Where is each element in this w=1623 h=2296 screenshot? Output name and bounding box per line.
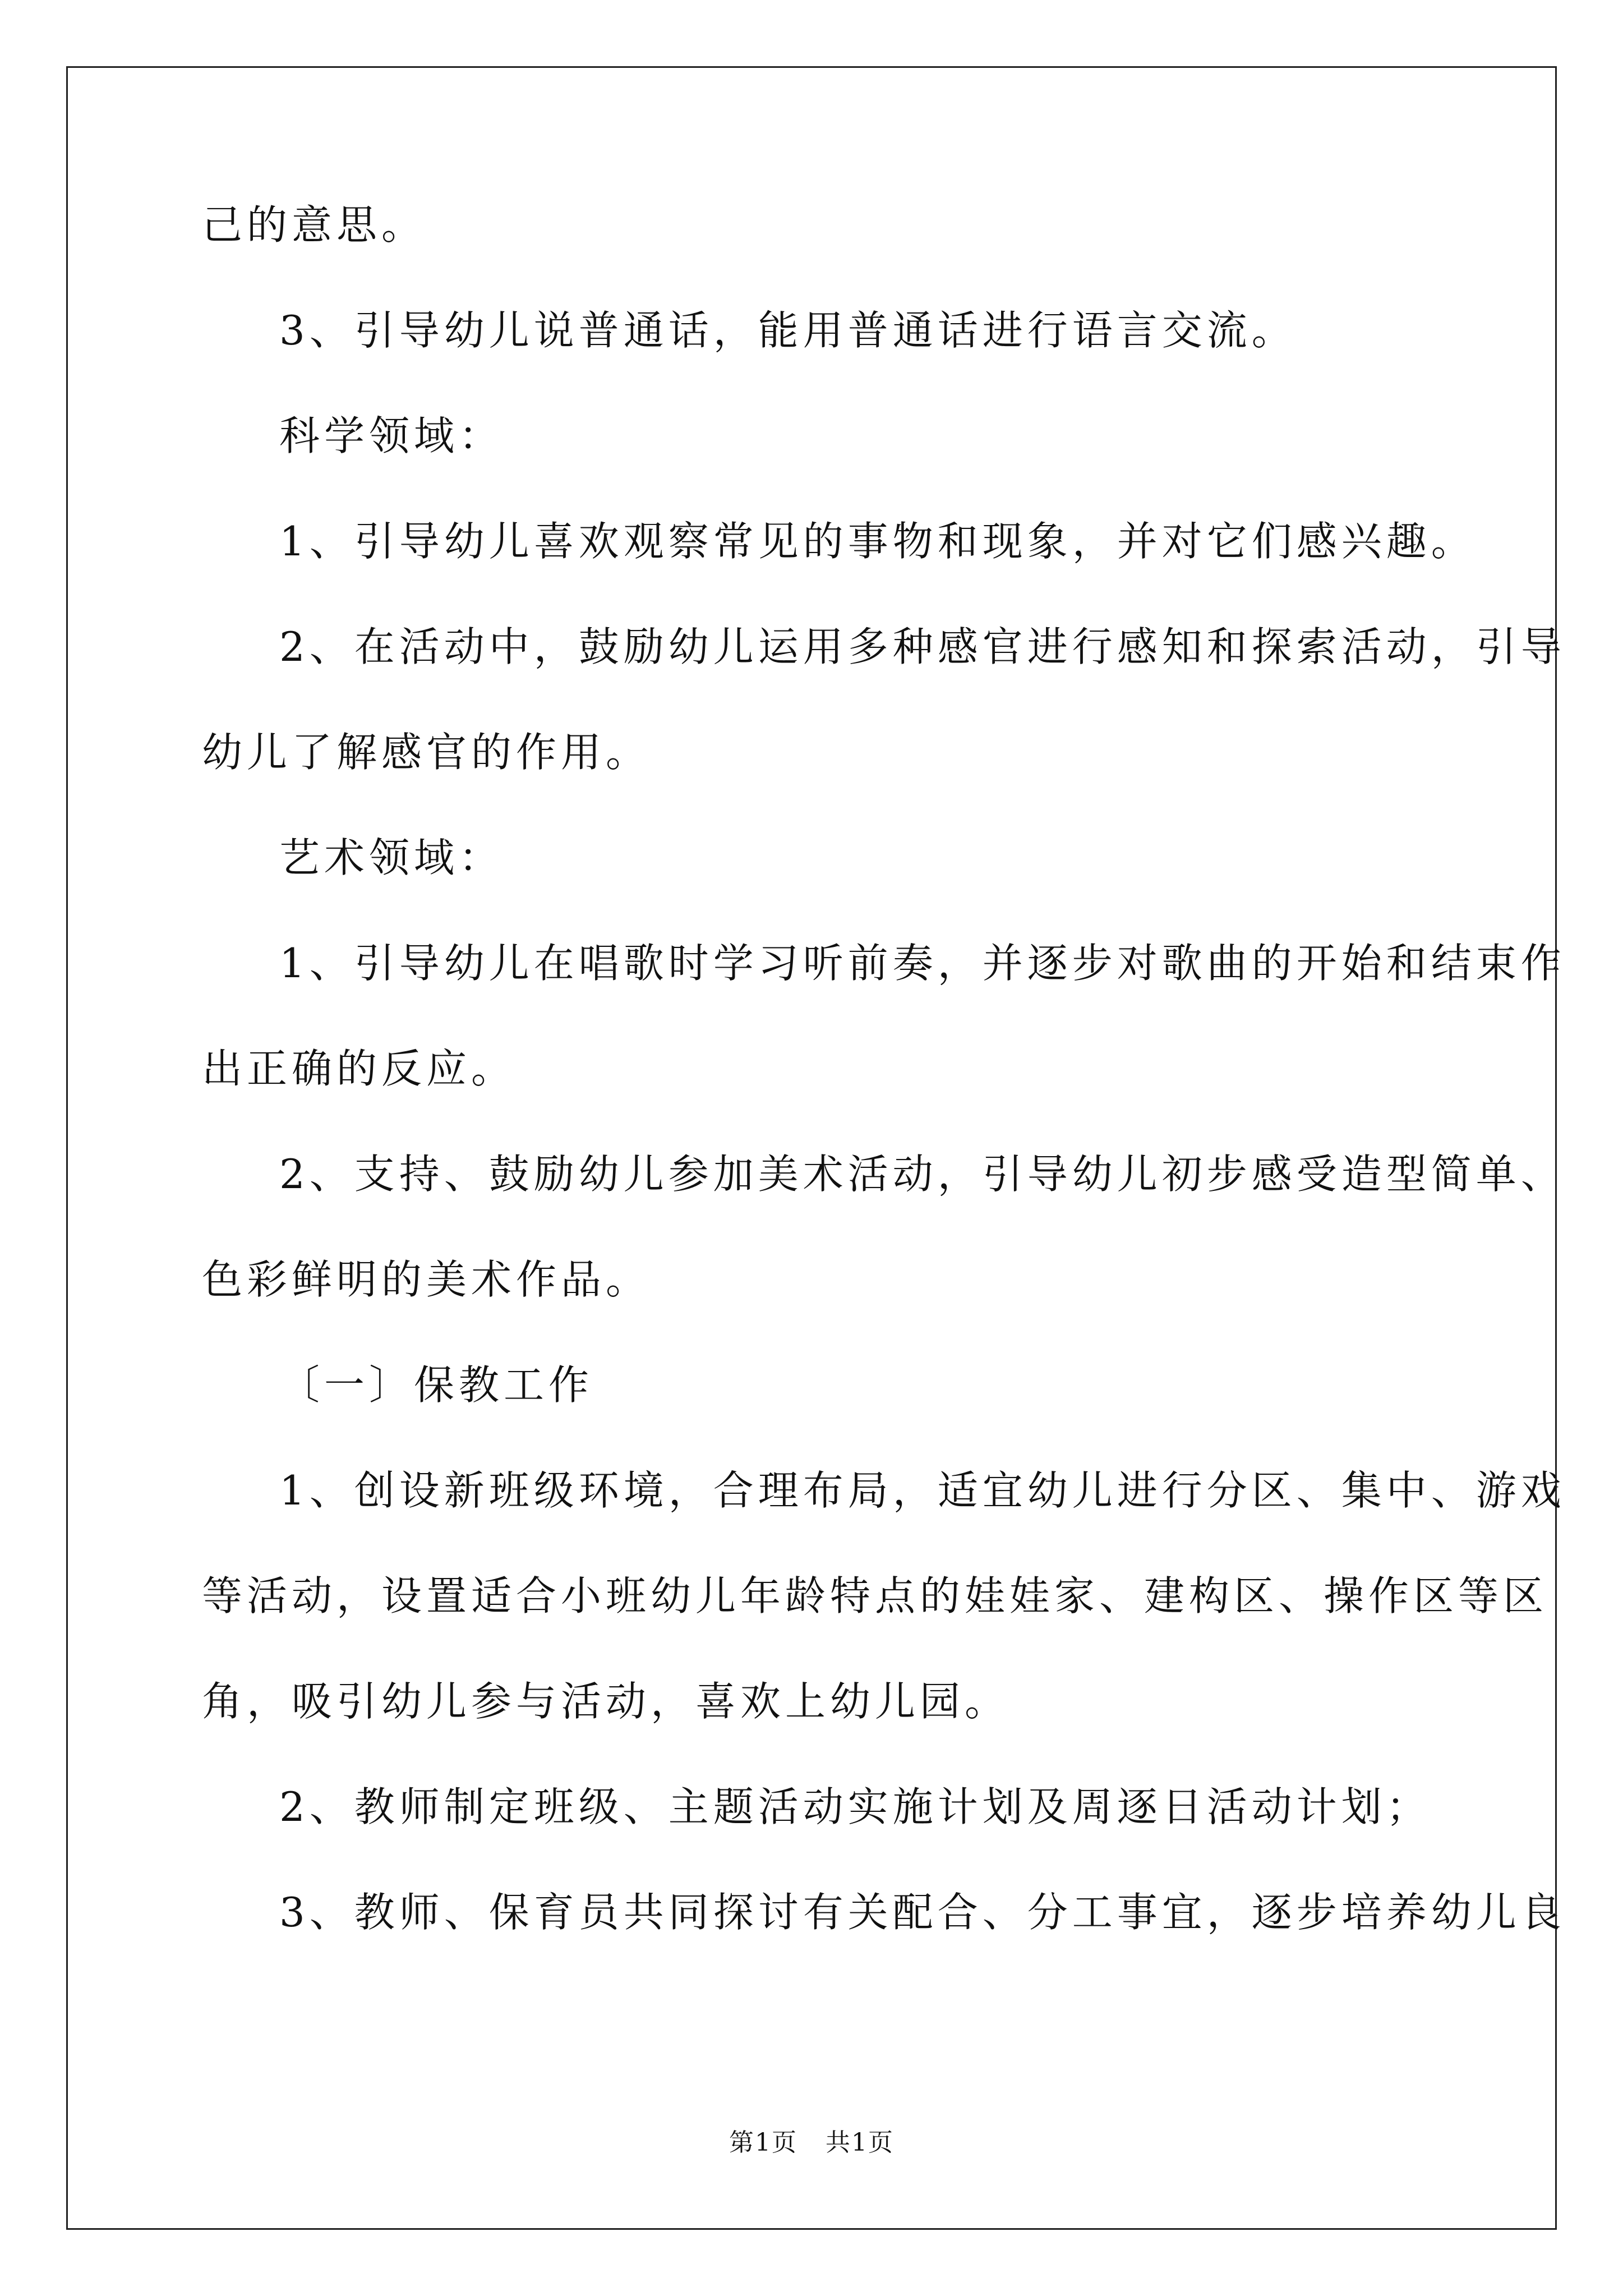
text-line-8: 1、引导幼儿在唱歌时学习听前奏，并逐步对歌曲的开始和结束作 bbox=[279, 940, 1566, 987]
text-line-17: 3、教师、保育员共同探讨有关配合、分工事宜，逐步培养幼儿良 bbox=[279, 1889, 1566, 1936]
text-line-1: 己的意思。 bbox=[202, 201, 427, 249]
text-line-11: 色彩鲜明的美术作品。 bbox=[202, 1256, 651, 1303]
text-line-5: 2、在活动中，鼓励幼儿运用多种感官进行感知和探索活动，引导 bbox=[279, 623, 1566, 670]
text-line-16: 2、教师制定班级、主题活动实施计划及周逐日活动计划； bbox=[279, 1783, 1431, 1830]
page-number-total: 共1页 bbox=[826, 2128, 894, 2157]
text-line-13: 1、创设新班级环境，合理布局，适宜幼儿进行分区、集中、游戏 bbox=[279, 1467, 1566, 1514]
text-line-6: 幼儿了解感官的作用。 bbox=[202, 729, 651, 776]
document-body bbox=[202, 199, 1566, 1939]
text-line-10: 2、支持、鼓励幼儿参加美术活动，引导幼儿初步感受造型简单、 bbox=[279, 1151, 1566, 1198]
page-number-current: 第1页 bbox=[729, 2128, 797, 2157]
text-line-2: 3、引导幼儿说普通话，能用普通话进行语言交流。 bbox=[279, 307, 1297, 354]
text-line-14: 等活动，设置适合小班幼儿年龄特点的娃娃家、建构区、操作区等区 bbox=[202, 1572, 1548, 1619]
text-line-7: 艺术领域： bbox=[279, 834, 504, 881]
text-line-4: 1、引导幼儿喜欢观察常见的事物和现象，并对它们感兴趣。 bbox=[279, 518, 1476, 565]
text-line-9: 出正确的反应。 bbox=[202, 1045, 517, 1092]
text-line-3: 科学领域： bbox=[279, 412, 504, 459]
page-footer bbox=[0, 2126, 1623, 2160]
text-line-12: 〔一〕保教工作 bbox=[279, 1361, 594, 1409]
text-line-15: 角，吸引幼儿参与活动，喜欢上幼儿园。 bbox=[202, 1678, 1010, 1725]
